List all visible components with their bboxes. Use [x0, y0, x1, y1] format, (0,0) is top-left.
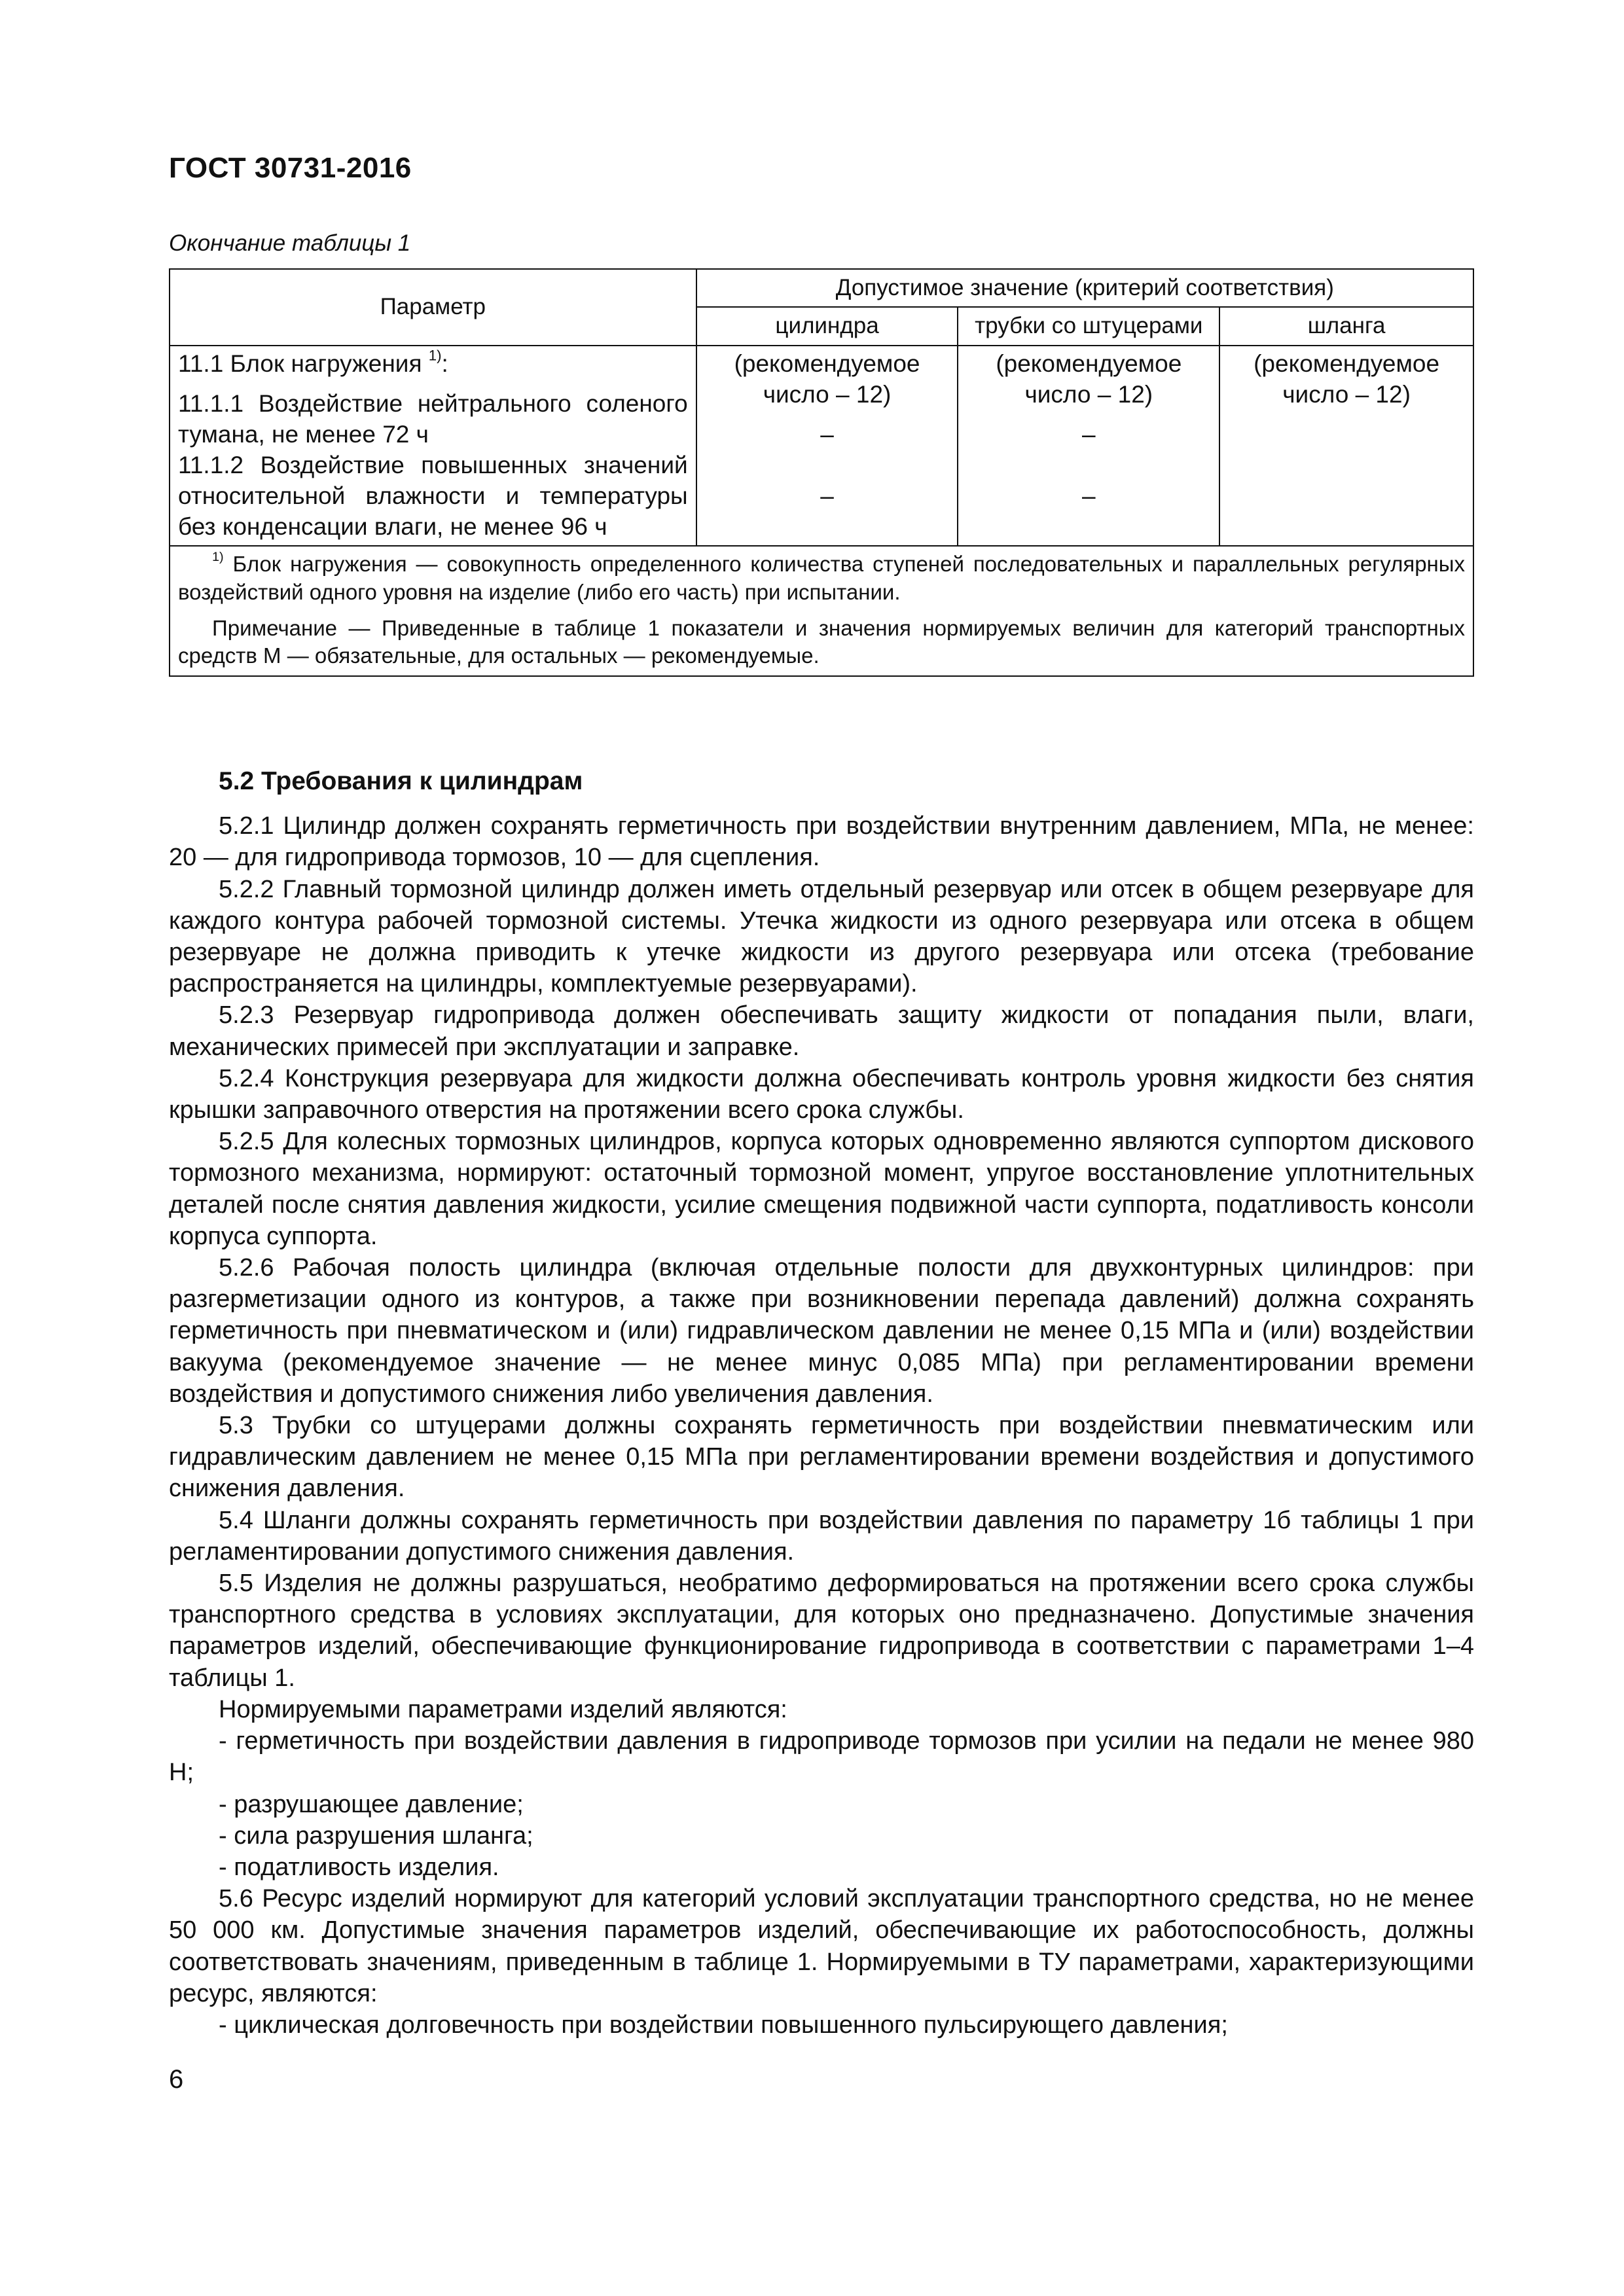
footnote-reference: 1)	[428, 347, 442, 364]
subcolumn-header-cylinder: цилиндра	[696, 307, 958, 345]
paragraph: 5.2.5 Для колесных тормозных цилиндров, корпуса которых одновременно являются суппортом дискового тормозного механизма, нормируют: остаточный тормозной момент, упругое восстановление уплотнительных деталей после снятия давления жидкости, усилие смещения подвижной части суппорта, податливость консоли корпуса суппорта.	[169, 1128, 1474, 1250]
sub2-value: –	[820, 482, 834, 509]
subcolumn-header-tubes: трубки со штуцерами	[958, 307, 1219, 345]
paragraph: 5.3 Трубки со штуцерами должны сохранять герметичность при воздействии пневматическим или гидравлическим давлением не менее 0,15 МПа при регламентировании времени воздействия и допустимого снижения давления.	[169, 1412, 1474, 1503]
document-header: ГОСТ 30731-2016	[169, 152, 412, 184]
table-caption: Окончание таблицы 1	[169, 230, 411, 256]
table-row	[170, 346, 1473, 546]
paragraph: 5.2.4 Конструкция резервуара для жидкости должна обеспечивать контроль уровня жидкости без снятия крышки заправочного отверстия на протяжении всего срока службы.	[169, 1064, 1474, 1124]
column-header-parameter: Параметр	[170, 269, 696, 346]
parameter-cell	[170, 346, 696, 546]
parameters-table	[169, 268, 1474, 677]
paragraph: 5.4 Шланги должны сохранять герметичность при воздействии давления по параметру 1б таблицы 1 при регламентировании допустимого снижения давления.	[169, 1506, 1474, 1566]
list-item: - податливость изделия.	[219, 1853, 499, 1881]
table-notes-row	[170, 546, 1473, 677]
list-item: - герметичность при воздействии давления в гидроприводе тормозов при усилии на педали не менее 980 Н;	[169, 1727, 1474, 1787]
parameter-main-text: 11.1 Блок нагружения	[178, 350, 422, 377]
paragraph: 5.2.2 Главный тормозной цилиндр должен иметь отдельный резервуар или отсек в общем резервуаре для каждого контура рабочей тормозной системы. Утечка жидкости из одного резервуара или отсека в общем резервуаре не должна приводить к утечке жидкости из другого резервуара или отсека (требование распространяется на цилиндры, комплектуемые резервуарами).	[169, 875, 1474, 998]
sub1-value: –	[1082, 420, 1096, 448]
list-item: - циклическая долговечность при воздействии повышенного пульсирующего давления;	[219, 2011, 1228, 2039]
section-body	[169, 766, 1474, 2041]
page-number: 6	[169, 2065, 184, 2094]
paragraph: 5.6 Ресурс изделий нормируют для категорий условий эксплуатации транспортного средства, но не менее 50 000 км. Допустимые значения параметров изделий, обеспечивающие их работоспособность, должны соответствовать значениям, приведенным в таблице 1. Нормируемыми в ТУ параметрами, характеризующими ресурс, являются:	[169, 1885, 1474, 2007]
value-cell-hose	[1219, 346, 1473, 546]
value-line: число – 12)	[763, 380, 892, 408]
value-cell-tubes	[958, 346, 1219, 546]
parameter-main-tail: :	[441, 350, 448, 377]
table-footnote	[178, 550, 1465, 607]
subcolumn-header-hose: шланга	[1219, 307, 1473, 345]
parameter-sub-2: 11.1.2 Воздействие повышенных значений относительной влажности и температуры без конденсации влаги, не менее 96 ч	[178, 451, 688, 540]
paragraph: Нормируемыми параметрами изделий являются:	[219, 1695, 787, 1723]
table-note: Примечание — Приведенные в таблице 1 показатели и значения нормируемых величин для категорий транспортных средств М — обязательные, для остальных — рекомендуемые.	[178, 615, 1465, 668]
list-item: - сила разрушения шланга;	[219, 1821, 533, 1850]
value-cell-cylinder	[696, 346, 958, 546]
footnote-mark: 1)	[212, 549, 224, 564]
footnote-text: Блок нагружения — совокупность определенного количества ступеней последовательных и параллельных регулярных воздействий одного уровня на изделие (либо его часть) при испытании.	[178, 551, 1465, 604]
column-header-allowed-value: Допустимое значение (критерий соответствия)	[696, 269, 1473, 307]
list-item: - разрушающее давление;	[219, 1790, 524, 1818]
sub2-value: –	[1082, 482, 1096, 509]
paragraph: 5.2.3 Резервуар гидропривода должен обеспечивать защиту жидкости от попадания пыли, влаги, механических примесей при эксплуатации и заправке.	[169, 1001, 1474, 1061]
value-line: число – 12)	[1282, 380, 1411, 408]
value-line: (рекомендуемое	[1254, 350, 1440, 377]
paragraph: 5.5 Изделия не должны разрушаться, необратимо деформироваться на протяжении всего срока службы транспортного средства в условиях эксплуатации, для которых оно предназначено. Допустимые значения параметров изделий, обеспечивающие функционирование гидропривода в соответствии с параметрами 1–4 таблицы 1.	[169, 1570, 1474, 1692]
paragraph: 5.2.1 Цилиндр должен сохранять герметичность при воздействии внутренним давлением, МПа, не менее: 20 — для гидропривода тормозов, 10 — для сцепления.	[169, 812, 1474, 872]
value-line: число – 12)	[1024, 380, 1153, 408]
parameter-main	[178, 349, 688, 380]
table-header-row	[170, 269, 1473, 307]
table-notes	[170, 546, 1473, 677]
parameter-sub-1: 11.1.1 Воздействие нейтрального соленого тумана, не менее 72 ч	[178, 389, 688, 448]
value-line: (рекомендуемое	[734, 350, 920, 377]
section-heading: 5.2 Требования к цилиндрам	[219, 767, 583, 795]
value-line: (рекомендуемое	[996, 350, 1182, 377]
sub1-value: –	[820, 420, 834, 448]
paragraph: 5.2.6 Рабочая полость цилиндра (включая отдельные полости для двухконтурных цилиндров: при разгерметизации одного из контуров, а также при возникновении перепада давлений) должна сохранять герметичность при пневматическом и (или) гидравлическом давлении не менее 0,15 МПа и (или) воздействии вакуума (рекомендуемое значение — не менее минус 0,085 МПа) при регламентировании времени воздействия и допустимого снижения либо увеличения давления.	[169, 1254, 1474, 1408]
